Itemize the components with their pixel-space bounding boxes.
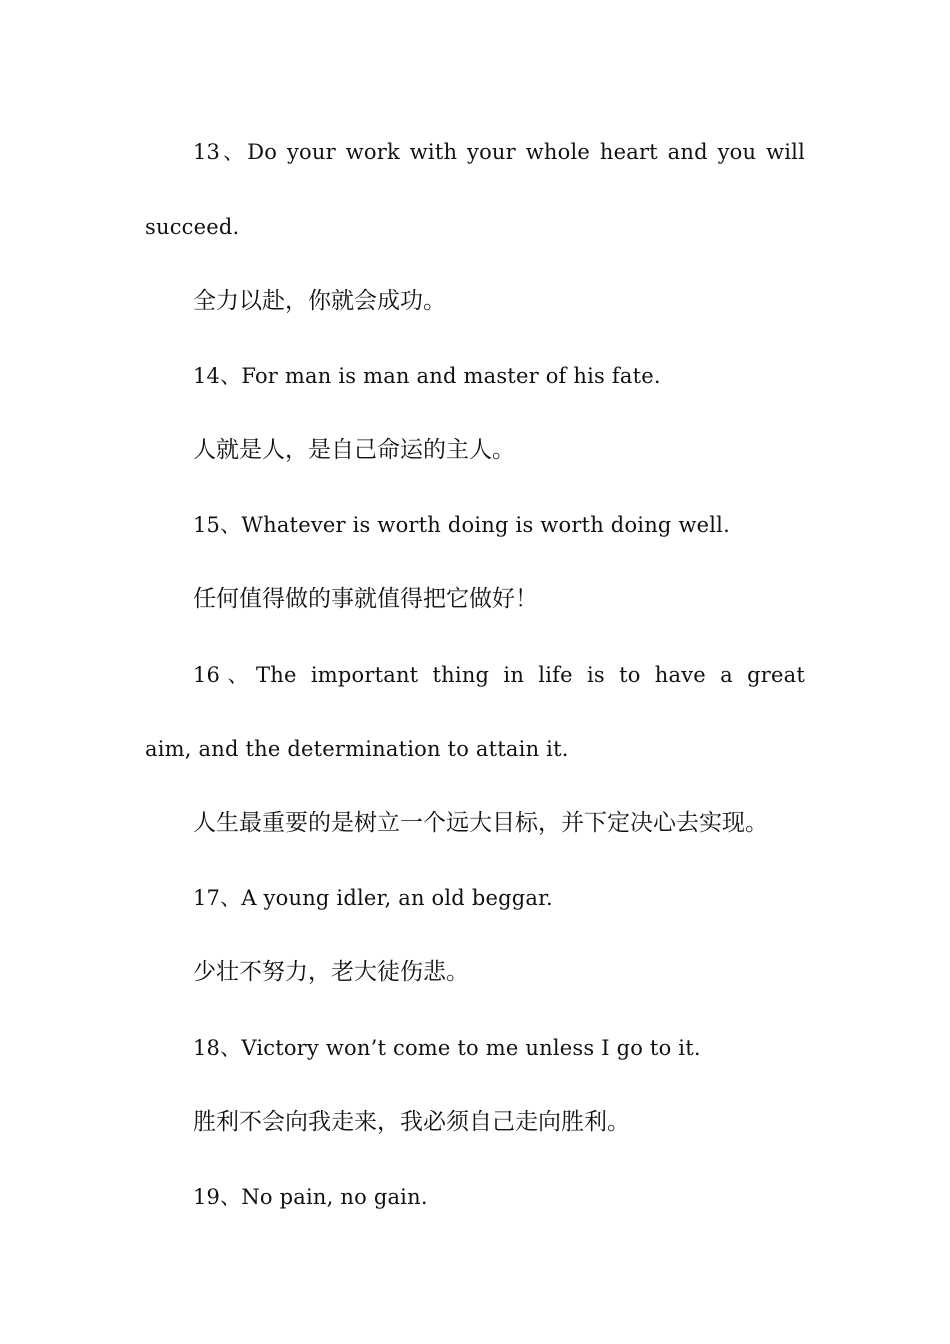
quote-16-english-line-2: aim, and the determination to attain it. bbox=[145, 737, 569, 761]
quote-17-english: 17、A young idler, an old beggar. bbox=[193, 886, 553, 910]
quote-18-english: 18、Victory won’t come to me unless I go to it. bbox=[193, 1036, 701, 1060]
quote-18-chinese: 胜利不会向我走来，我必须自己走向胜利。 bbox=[193, 1109, 630, 1135]
quote-14-chinese: 人就是人，是自己命运的主人。 bbox=[193, 437, 515, 463]
quote-17-chinese: 少壮不努力，老大徒伤悲。 bbox=[193, 959, 469, 985]
quote-13-english-line-2: succeed. bbox=[145, 215, 240, 239]
quote-14-english: 14、For man is man and master of his fate. bbox=[193, 364, 661, 388]
quote-15-chinese: 任何值得做的事就值得把它做好！ bbox=[193, 586, 538, 612]
quote-19-english: 19、No pain, no gain. bbox=[193, 1185, 428, 1209]
quote-15-english: 15、Whatever is worth doing is worth doing well. bbox=[193, 513, 730, 537]
quote-16-english-line-1: 16、The important thing in life is to have a great bbox=[193, 663, 805, 687]
quote-16-chinese: 人生最重要的是树立一个远大目标，并下定决心去实现。 bbox=[193, 810, 768, 836]
quote-13-chinese: 全力以赴，你就会成功。 bbox=[193, 288, 446, 314]
quote-13-english-line-1: 13、Do your work with your whole heart and you will bbox=[193, 140, 805, 164]
